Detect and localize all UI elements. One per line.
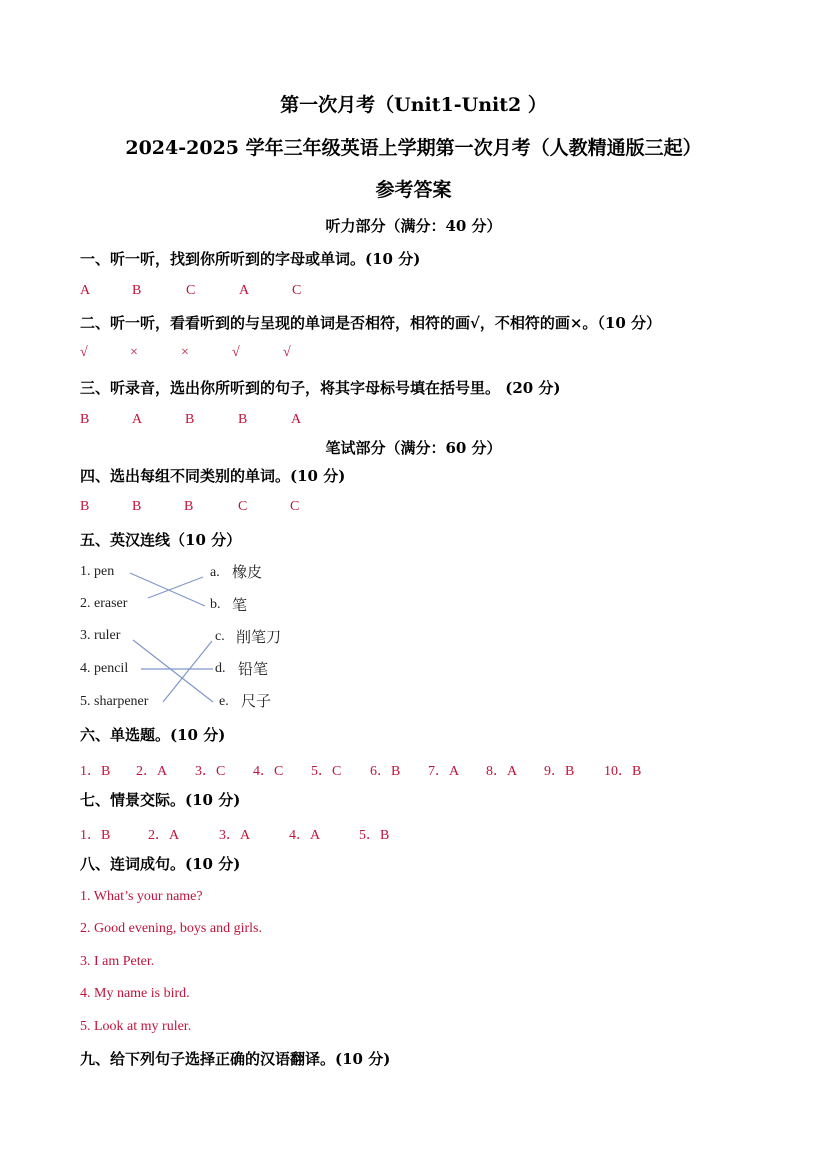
q1-answer: C (186, 283, 196, 298)
q1-answer: A (80, 283, 91, 298)
match-line-sharpener-c (163, 641, 212, 702)
q3-answer: A (132, 412, 143, 427)
q7-answer: 1．B (80, 828, 111, 843)
listening-section-heading: 听力部分（满分：40 分） (325, 217, 502, 235)
q6-answer: 9．B (544, 764, 575, 779)
q7-answer: 4．A (289, 828, 321, 843)
q4-answer: C (290, 499, 300, 514)
title-line-2: 2024-2025 学年三年级英语上学期第一次月考（人教精通版三起） (125, 137, 702, 159)
q4-answer: B (80, 499, 90, 514)
writing-section-heading: 笔试部分（满分：60 分） (325, 439, 502, 457)
q6-answer: 6．B (370, 764, 401, 779)
q2-answer: √ (80, 345, 88, 360)
match-right-letter: d. (215, 661, 226, 676)
title-answer-key: 参考答案 (375, 179, 452, 201)
match-left-item: 1. pen (80, 564, 115, 579)
q8-answer: 2. Good evening, boys and girls. (80, 921, 262, 936)
q7-answer: 3．A (219, 828, 251, 843)
q1-heading: 一、听一听，找到你所听到的字母或单词。(10 分) (80, 250, 421, 268)
match-right-letter: b. (210, 597, 221, 612)
match-line-pen-b (130, 573, 205, 606)
q6-answer: 10．B (604, 764, 642, 779)
q8-answer: 3. I am Peter. (80, 954, 155, 969)
q8-answer: 4. My name is bird. (80, 986, 190, 1001)
match-left-item: 3. ruler (80, 628, 121, 643)
q6-answer: 4．C (253, 764, 284, 779)
match-left-item: 4. pencil (80, 661, 129, 676)
q4-answer: C (238, 499, 248, 514)
q8-answer: 1. What’s your name? (80, 889, 203, 904)
match-left-item: 5. sharpener (80, 694, 149, 709)
q4-heading: 四、选出每组不同类别的单词。(10 分) (80, 467, 346, 485)
match-right-letter: e. (219, 694, 229, 709)
q6-answer: 1．B (80, 764, 111, 779)
match-right-word: 削笔刀 (236, 628, 282, 646)
match-right-word: 铅笔 (238, 660, 269, 678)
q3-answer: A (291, 412, 302, 427)
match-right-word: 笔 (232, 596, 248, 614)
q6-answer: 7．A (428, 764, 460, 779)
q1-answer: B (132, 283, 142, 298)
match-right-word: 尺子 (241, 692, 272, 710)
q8-answer: 5. Look at my ruler. (80, 1019, 192, 1034)
q3-answer: B (238, 412, 248, 427)
title-line-1: 第一次月考（Unit1-Unit2 ） (280, 94, 547, 116)
q1-answer: C (292, 283, 302, 298)
q3-answer: B (80, 412, 90, 427)
q1-answer: A (239, 283, 250, 298)
q2-heading: 二、听一听，看看听到的与呈现的单词是否相符，相符的画√，不相符的画×。（10 分） (80, 314, 662, 332)
q4-answer: B (132, 499, 142, 514)
q6-answer: 8．A (486, 764, 518, 779)
q7-heading: 七、情景交际。(10 分) (80, 791, 241, 809)
q9-heading: 九、给下列句子选择正确的汉语翻译。(10 分) (80, 1050, 391, 1068)
match-line-eraser-a (148, 577, 203, 598)
q2-answer: × (181, 345, 189, 360)
q6-heading: 六、单选题。(10 分) (80, 726, 226, 744)
q6-answer: 5．C (311, 764, 342, 779)
q6-answer: 3．C (195, 764, 226, 779)
q2-answer: √ (232, 345, 240, 360)
q2-answer: × (130, 345, 138, 360)
q7-answer: 2．A (148, 828, 180, 843)
q7-answer: 5．B (359, 828, 390, 843)
q6-answer: 2．A (136, 764, 168, 779)
match-line-ruler-e (133, 640, 213, 702)
q4-answer: B (184, 499, 194, 514)
q3-answer: B (185, 412, 195, 427)
q5-heading: 五、英汉连线（10 分） (80, 531, 242, 549)
match-left-item: 2. eraser (80, 596, 128, 611)
match-right-word: 橡皮 (232, 563, 263, 581)
q8-heading: 八、连词成句。(10 分) (80, 855, 241, 873)
match-right-letter: a. (210, 565, 220, 580)
q2-answer: √ (283, 345, 291, 360)
q3-heading: 三、听录音，选出你所听到的句子，将其字母标号填在括号里。 (20 分) (80, 379, 561, 397)
match-right-letter: c. (215, 629, 225, 644)
